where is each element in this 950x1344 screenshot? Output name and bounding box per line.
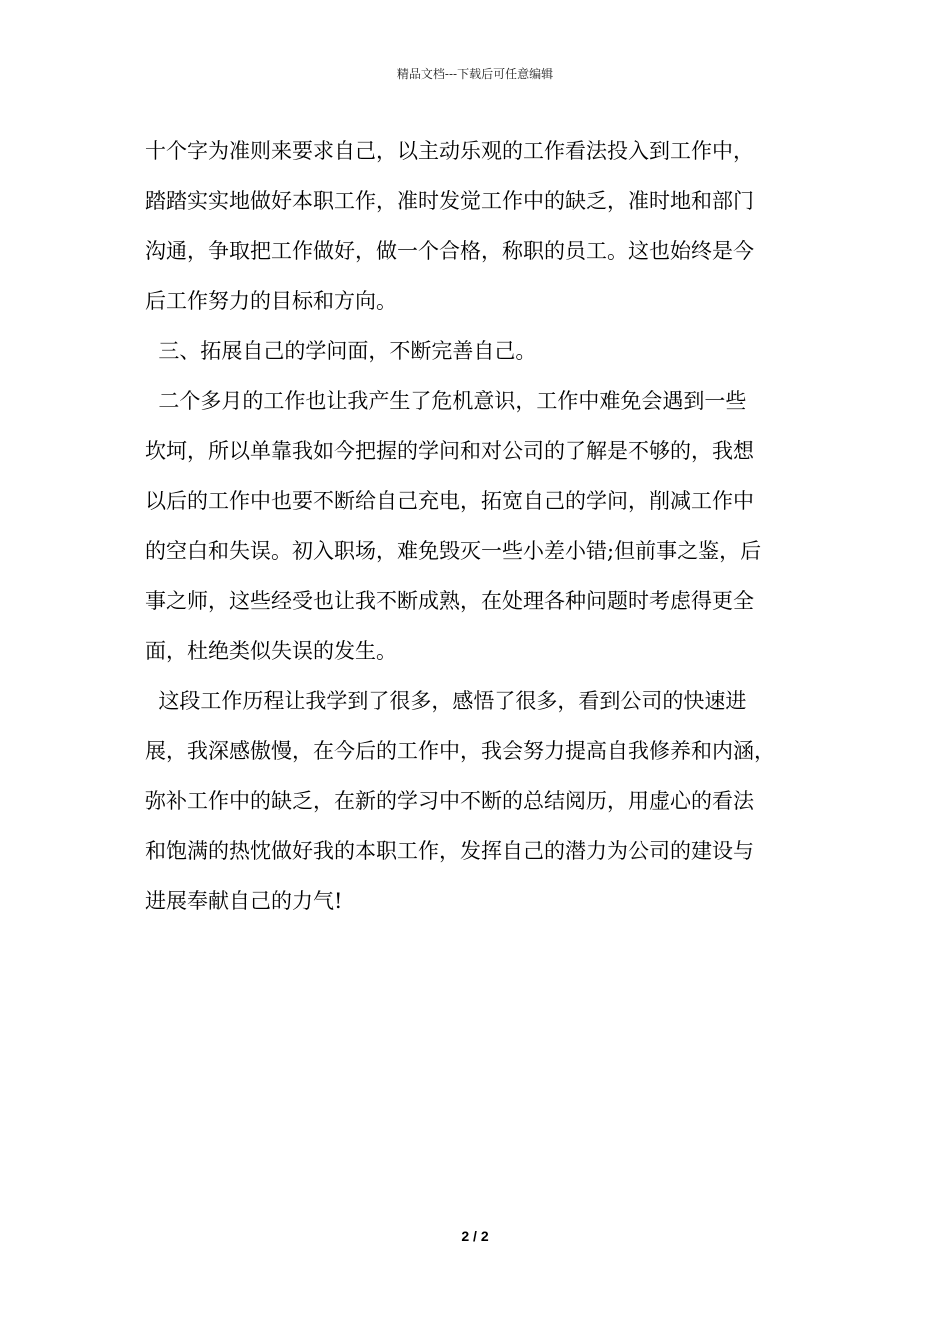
text-line: 进展奉献自己的力气! (145, 889, 343, 913)
text-line: 二个多月的工作也让我产生了危机意识，工作中难免会遇到一些 (145, 389, 747, 413)
text-line: 以后的工作中也要不断给自己充电，拓宽自己的学问，削减工作中 (145, 489, 754, 513)
text-line: 展，我深感傲慢，在今后的工作中，我会努力提高自我修养和内涵， (145, 739, 775, 763)
text-line: 事之师，这些经受也让我不断成熟，在处理各种问题时考虑得更全 (145, 589, 754, 613)
page-number: 2 / 2 (461, 1228, 489, 1244)
text-line: 后工作努力的目标和方向。 (145, 289, 397, 313)
paragraph (145, 376, 835, 676)
paragraph (145, 676, 835, 926)
text-line: 十个字为准则来要求自己，以主动乐观的工作看法投入到工作中， (145, 139, 754, 163)
section-heading (145, 326, 835, 376)
page-header: 精品文档---下载后可任意编辑 (396, 67, 554, 81)
document-body (145, 126, 835, 926)
text-line: 坎坷，所以单靠我如今把握的学问和对公司的了解是不够的，我想 (145, 439, 754, 463)
text-line: 这段工作历程让我学到了很多，感悟了很多，看到公司的快速进 (145, 689, 747, 713)
text-line: 和饱满的热忱做好我的本职工作，发挥自己的潜力为公司的建设与 (145, 839, 754, 863)
text-line: 沟通，争取把工作做好，做一个合格，称职的员工。这也始终是今 (145, 239, 754, 263)
paragraph (145, 126, 835, 326)
text-line: 的空白和失误。初入职场，难免毁灭一些小差小错;但前事之鉴，后 (145, 539, 762, 563)
text-line: 踏踏实实地做好本职工作，准时发觉工作中的缺乏，准时地和部门 (145, 189, 754, 213)
text-line: 面，杜绝类似失误的发生。 (145, 639, 397, 663)
text-line: 弥补工作中的缺乏，在新的学习中不断的总结阅历，用虚心的看法 (145, 789, 754, 813)
text-line: 三、拓展自己的学问面，不断完善自己。 (145, 339, 537, 363)
